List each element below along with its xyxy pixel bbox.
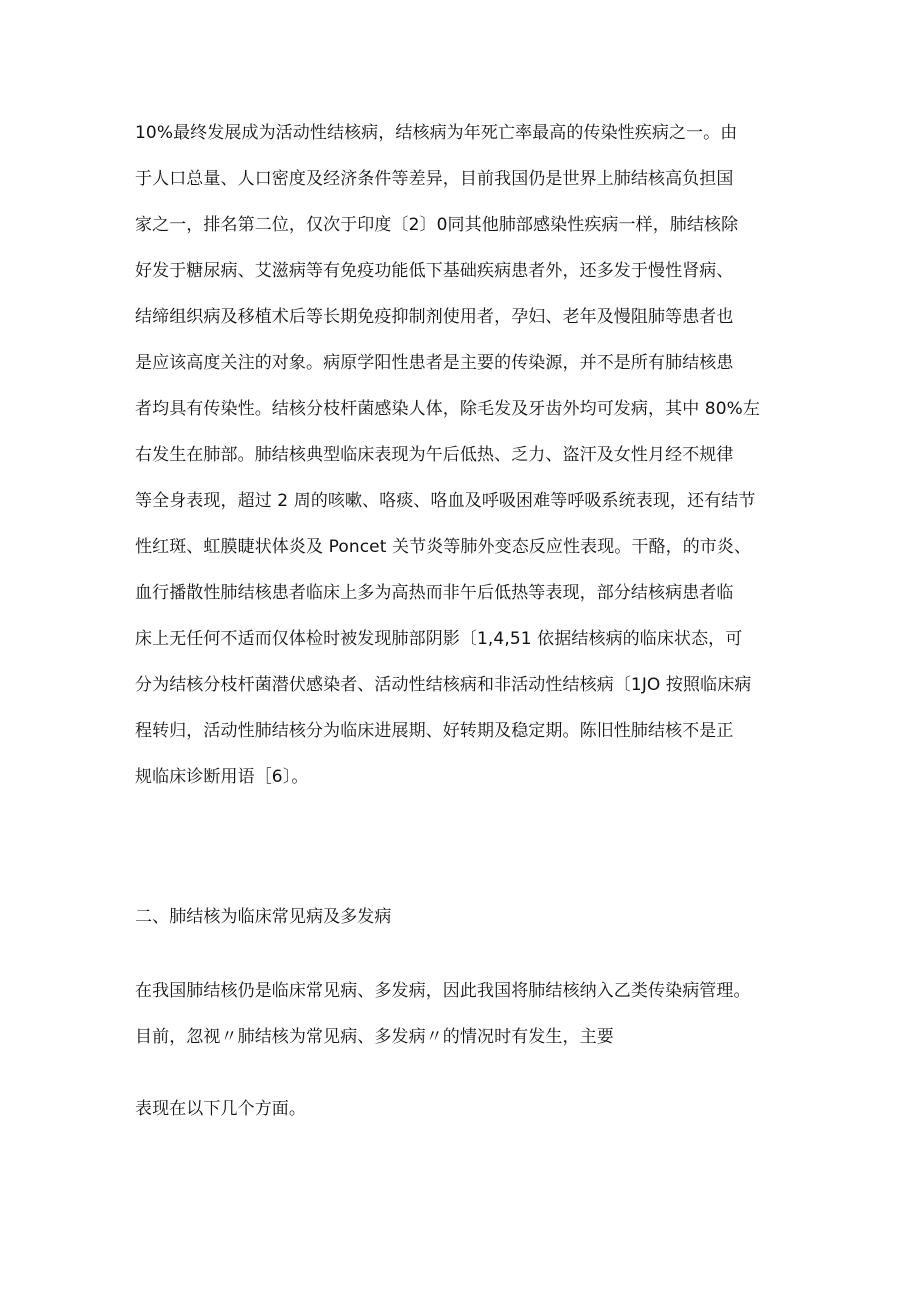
paragraph-line: 好发于糖尿病、艾滋病等有免疫功能低下基础疾病患者外，还多发于慢性肾病、 [135,261,734,281]
paragraph-line: 血行播散性肺结核患者临床上多为高热而非午后低热等表现，部分结核病患者临 [135,583,734,603]
paragraph-line: 床上无任何不适而仅体检时被发现肺部阴影〔1,4,51 依据结核病的临床状态，可 [135,629,743,649]
paragraph-line: 者均具有传染性。结核分枝杆菌感染人体，除毛发及牙齿外均可发病，其中 80%左 [135,399,760,419]
paragraph-line: 结缔组织病及移植术后等长期免疫抑制剂使用者，孕妇、老年及慢阻肺等患者也 [135,307,734,327]
paragraph-line: 目前，忽视〃肺结核为常见病、多发病〃的情况时有发生，主要 [135,1027,614,1047]
paragraph-line: 分为结核分枝杆菌潜伏感染者、活动性结核病和非活动性结核病〔1JO 按照临床病 [135,675,752,695]
paragraph-line: 于人口总量、人口密度及经济条件等差异，目前我国仍是世界上肺结核高负担国 [135,169,734,189]
paragraph-line: 是应该高度关注的对象。病原学阳性患者是主要的传染源，并不是所有肺结核患 [135,353,734,373]
paragraph-line: 等全身表现，超过 2 周的咳嗽、咯痰、咯血及呼吸困难等呼吸系统表现，还有结节 [135,491,756,511]
paragraph-line: 在我国肺结核仍是临床常见病、多发病，因此我国将肺结核纳入乙类传染病管理。 [135,981,751,1001]
section-heading: 二、肺结核为临床常见病及多发病 [135,907,392,927]
paragraph-line: 表现在以下几个方面。 [135,1099,306,1119]
paragraph-line: 性红斑、虹膜睫状体炎及 Poncet 关节炎等肺外变态反应性表现。干酪，的市炎、 [135,537,752,557]
paragraph-line: 家之一，排名第二位，仅次于印度〔2〕0同其他肺部感染性疾病一样，肺结核除 [135,215,739,235]
paragraph-line: 程转归，活动性肺结核分为临床进展期、好转期及稳定期。陈旧性肺结核不是正 [135,721,734,741]
paragraph-line: 10%最终发展成为活动性结核病，结核病为年死亡率最高的传染性疾病之一。由 [135,123,738,143]
paragraph-line: 规临床诊断用语［6〕。 [135,767,309,787]
paragraph-line: 右发生在肺部。肺结核典型临床表现为午后低热、乏力、盗汗及女性月经不规律 [135,445,734,465]
